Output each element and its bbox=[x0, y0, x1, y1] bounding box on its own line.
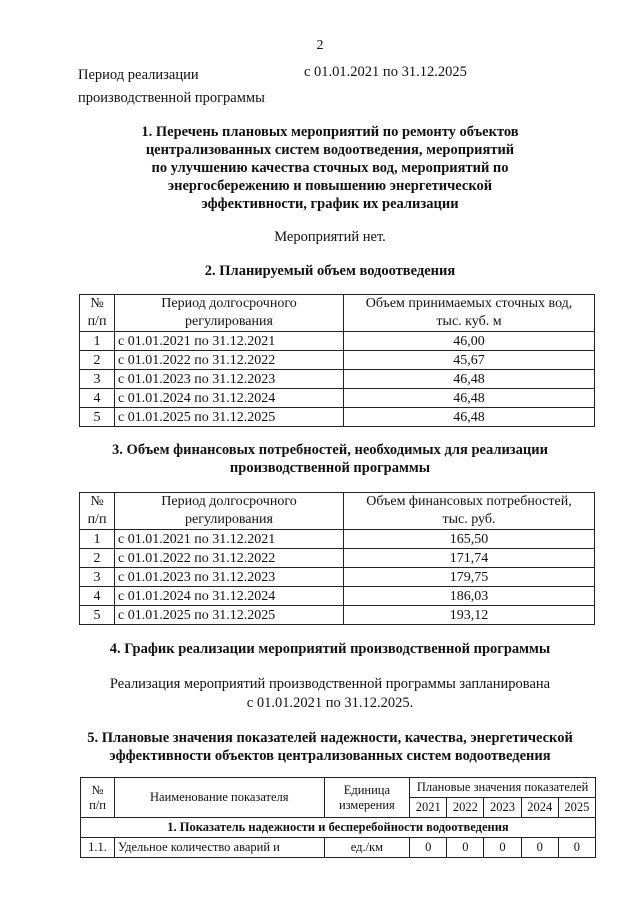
section4-title: 4. График реализации мероприятий производственной программы bbox=[109, 641, 551, 657]
row-num: 1 bbox=[80, 530, 115, 549]
row-period: с 01.01.2021 по 31.12.2021 bbox=[115, 332, 344, 351]
row-period: с 01.01.2023 по 31.12.2023 bbox=[115, 568, 344, 587]
header-value-line1: Объем финансовых потребностей, bbox=[366, 494, 572, 509]
row-value: 186,03 bbox=[344, 587, 595, 606]
section4-text bbox=[60, 675, 600, 713]
row-period: с 01.01.2021 по 31.12.2021 bbox=[115, 530, 344, 549]
table-row bbox=[80, 606, 595, 625]
row-value: 46,48 bbox=[344, 389, 595, 408]
period-label bbox=[78, 64, 298, 110]
row-num: 4 bbox=[80, 587, 115, 606]
header-year: 2024 bbox=[521, 798, 558, 818]
section3-title bbox=[60, 441, 600, 477]
header-value bbox=[344, 493, 595, 530]
header-num-line2: п/п bbox=[87, 512, 107, 527]
row-period: с 01.01.2022 по 31.12.2022 bbox=[115, 351, 344, 370]
table-row bbox=[81, 838, 596, 858]
header-num-line1: № bbox=[90, 494, 104, 509]
header-period-line1: Период долгосрочного bbox=[161, 296, 297, 311]
indicators-table bbox=[80, 777, 596, 858]
header-num-line1: № bbox=[91, 782, 104, 797]
row-value: 165,50 bbox=[344, 530, 595, 549]
period-label-line1: Период реализации bbox=[78, 67, 199, 83]
row-period: с 01.01.2022 по 31.12.2022 bbox=[115, 549, 344, 568]
section1-title-line: энергосбережению и повышению энергетической bbox=[167, 178, 493, 194]
section1-title-line: эффективности, график их реализации bbox=[201, 196, 459, 212]
table-row bbox=[80, 587, 595, 606]
table-row bbox=[80, 332, 595, 351]
water-volume-table bbox=[79, 294, 595, 427]
row-value: 46,48 bbox=[344, 408, 595, 427]
section2-title: 2. Планируемый объем водоотведения bbox=[204, 263, 456, 279]
header-num-line2: п/п bbox=[87, 314, 107, 329]
subsection-title: 1. Показатель надежности и бесперебойности водоотведения bbox=[81, 818, 596, 838]
row-year-value: 0 bbox=[410, 838, 447, 858]
row-num: 1.1. bbox=[81, 838, 115, 858]
section1-title bbox=[60, 123, 600, 213]
table-row bbox=[80, 370, 595, 389]
table-header-row bbox=[80, 493, 595, 530]
section3-title-line: производственной программы bbox=[229, 460, 431, 476]
header-year: 2023 bbox=[484, 798, 521, 818]
header-indicator-name: Наименование показателя bbox=[115, 778, 325, 818]
header-value bbox=[344, 295, 595, 332]
table-row bbox=[80, 351, 595, 370]
section1-title-line: централизованных систем водоотведения, мероприятий bbox=[145, 142, 515, 158]
header-year: 2022 bbox=[447, 798, 484, 818]
row-num: 5 bbox=[80, 408, 115, 427]
row-value: 46,00 bbox=[344, 332, 595, 351]
section4-text-line2: с 01.01.2021 по 31.12.2025. bbox=[246, 695, 414, 711]
row-num: 5 bbox=[80, 606, 115, 625]
row-value: 46,48 bbox=[344, 370, 595, 389]
row-period: с 01.01.2025 по 31.12.2025 bbox=[115, 606, 344, 625]
row-year-value: 0 bbox=[521, 838, 558, 858]
row-unit: ед./км bbox=[324, 838, 410, 858]
table-row bbox=[80, 549, 595, 568]
row-period: с 01.01.2025 по 31.12.2025 bbox=[115, 408, 344, 427]
section3-title-line: 3. Объем финансовых потребностей, необходимых для реализации bbox=[112, 442, 548, 458]
financial-needs-table bbox=[79, 492, 595, 625]
header-num bbox=[81, 778, 115, 818]
row-value: 171,74 bbox=[344, 549, 595, 568]
row-year-value: 0 bbox=[484, 838, 521, 858]
table-header-row bbox=[80, 295, 595, 332]
header-year: 2021 bbox=[410, 798, 447, 818]
header-unit bbox=[324, 778, 410, 818]
period-value: с 01.01.2021 по 31.12.2025 bbox=[304, 64, 467, 80]
row-num: 2 bbox=[80, 549, 115, 568]
header-period bbox=[115, 493, 344, 530]
header-num bbox=[80, 493, 115, 530]
row-period: с 01.01.2023 по 31.12.2023 bbox=[115, 370, 344, 389]
header-planned-values: Плановые значения показателей bbox=[410, 778, 596, 798]
section1-title-line: по улучшению качества сточных вод, мероприятий по bbox=[151, 160, 509, 176]
header-value-line2: тыс. руб. bbox=[442, 512, 496, 527]
table-row bbox=[80, 530, 595, 549]
row-num: 2 bbox=[80, 351, 115, 370]
row-num: 3 bbox=[80, 568, 115, 587]
table-row bbox=[80, 389, 595, 408]
page-number: 2 bbox=[316, 38, 324, 53]
section5-title bbox=[50, 729, 610, 765]
table-header-row bbox=[81, 778, 596, 798]
header-value-line2: тыс. куб. м bbox=[436, 314, 502, 329]
row-period: с 01.01.2024 по 31.12.2024 bbox=[115, 587, 344, 606]
row-period: с 01.01.2024 по 31.12.2024 bbox=[115, 389, 344, 408]
header-unit-line2: измерения bbox=[338, 797, 395, 812]
subsection-row bbox=[81, 818, 596, 838]
header-period-line2: регулирования bbox=[185, 314, 273, 329]
table-row bbox=[80, 568, 595, 587]
row-year-value: 0 bbox=[447, 838, 484, 858]
header-period-line2: регулирования bbox=[185, 512, 273, 527]
row-value: 45,67 bbox=[344, 351, 595, 370]
row-num: 4 bbox=[80, 389, 115, 408]
header-num bbox=[80, 295, 115, 332]
section5-title-line: 5. Плановые значения показателей надежности, качества, энергетической bbox=[87, 730, 573, 746]
header-unit-line1: Единица bbox=[343, 782, 391, 797]
header-year: 2025 bbox=[558, 798, 595, 818]
row-value: 193,12 bbox=[344, 606, 595, 625]
row-year-value: 0 bbox=[558, 838, 595, 858]
section4-text-line1: Реализация мероприятий производственной программы запланирована bbox=[109, 676, 551, 692]
header-num-line2: п/п bbox=[89, 797, 106, 812]
header-num-line1: № bbox=[90, 296, 104, 311]
section5-title-line: эффективности объектов централизованных систем водоотведения bbox=[109, 748, 551, 764]
header-period bbox=[115, 295, 344, 332]
table-row bbox=[80, 408, 595, 427]
row-indicator-name: Удельное количество аварий и bbox=[115, 838, 325, 858]
row-value: 179,75 bbox=[344, 568, 595, 587]
row-num: 1 bbox=[80, 332, 115, 351]
period-label-line2: производственной программы bbox=[78, 90, 265, 106]
section1-title-line: 1. Перечень плановых мероприятий по ремонту объектов bbox=[141, 124, 519, 140]
row-num: 3 bbox=[80, 370, 115, 389]
section1-text: Мероприятий нет. bbox=[274, 229, 386, 245]
header-period-line1: Период долгосрочного bbox=[161, 494, 297, 509]
header-value-line1: Объем принимаемых сточных вод, bbox=[365, 296, 573, 311]
